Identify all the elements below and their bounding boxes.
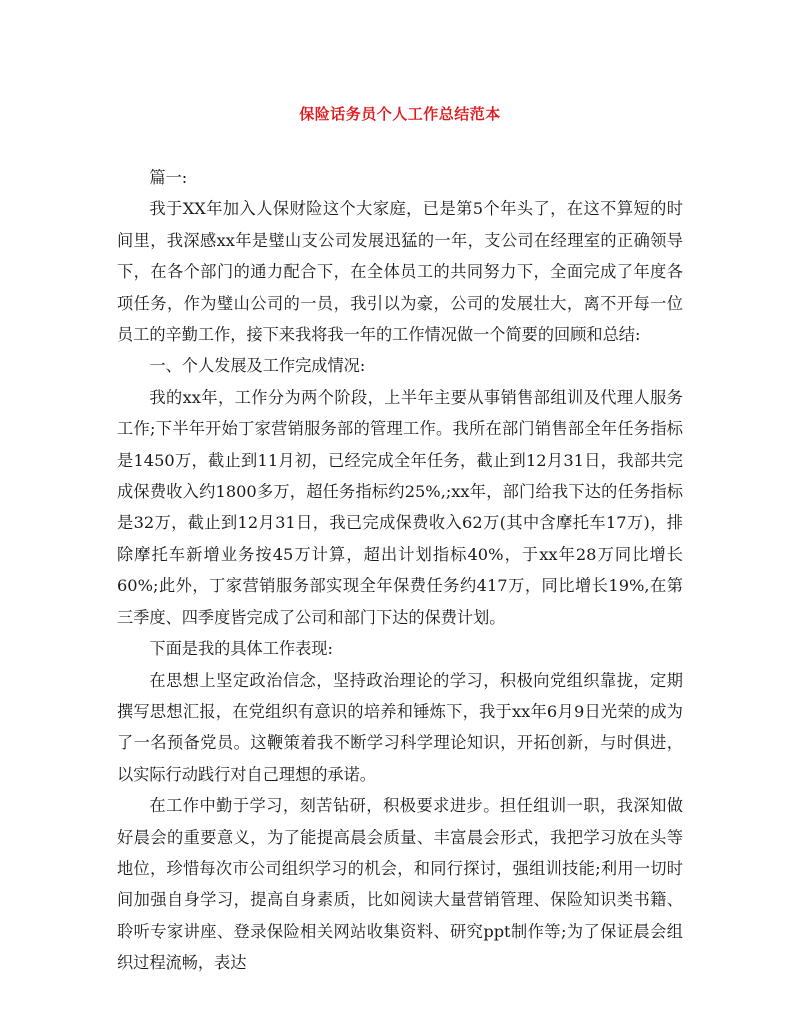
paragraph-introduction: 我于XX年加入人保财险这个大家庭，已是第5个年头了，在这不算短的时间里，我深感xx年是璧山支公司发展迅猛的一年，支公司在经理室的正确领导下，在各个部门的通力配合下，在全体员工的共同努力下，全面完成了年度各项任务，作为璧山公司的一员，我引以为豪，公司的发展壮大，离不开每一位员工的辛勤工作，接下来我将我一年的工作情况做一个简要的回顾和总结: bbox=[117, 199, 683, 345]
paragraph-heading-specific-performance: 下面是我的具体工作表现: bbox=[149, 639, 333, 659]
paragraph-political-ideology: 在思想上坚定政治信念，坚持政治理论的学习，积极向党组织靠拢，定期撰写思想汇报，在党组织有意识的培养和锤炼下，我于xx年6月9日光荣的成为了一名预备党员。这鞭策着我不断学习科学理论知识，开拓创新，与时俱进，以实际行动践行对自己理想的承诺。 bbox=[117, 670, 683, 784]
paragraph-heading-personal-development: 一、个人发展及工作完成情况: bbox=[149, 356, 366, 376]
document-body bbox=[117, 162, 683, 979]
document-title: 保险话务员个人工作总结范本 bbox=[299, 105, 501, 123]
paragraph-section-label: 篇一: bbox=[149, 168, 188, 187]
paragraph-study-and-training: 在工作中勤于学习，刻苦钻研，积极要求进步。担任组训一职，我深知做好晨会的重要意义，为了能提高晨会质量、丰富晨会形式，我把学习放在头等地位，珍惜每次市公司组织学习的机会，和同行探讨，强组训技能;利用一切时间加强自身学习，提高自身素质，比如阅读大量营销管理、保险知识类书籍、聆听专家讲座、登录保险相关网站收集资料、研究ppt制作等;为了保证晨会组织过程流畅，表达 bbox=[117, 796, 683, 973]
paragraph-work-performance: 我的xx年，工作分为两个阶段，上半年主要从事销售部组训及代理人服务工作;下半年开始丁家营销服务部的管理工作。我所在部门销售部全年任务指标是1450万，截止到11月初，已经完成全年任务，截止到12月31日，我部共完成保费收入约1800多万，超任务指标约25%,;xx年，部门给我下达的任务指标是32万，截止到12月31日，我已完成保费收入62万(其中含摩托车17万)，排除摩托车新增业务按45万计算，超出计划指标40%，于xx年28万同比增长60%;此外，丁家营销服务部实现全年保费任务约417万，同比增长19%,在第三季度、四季度皆完成了公司和部门下达的保费计划。 bbox=[117, 387, 683, 627]
